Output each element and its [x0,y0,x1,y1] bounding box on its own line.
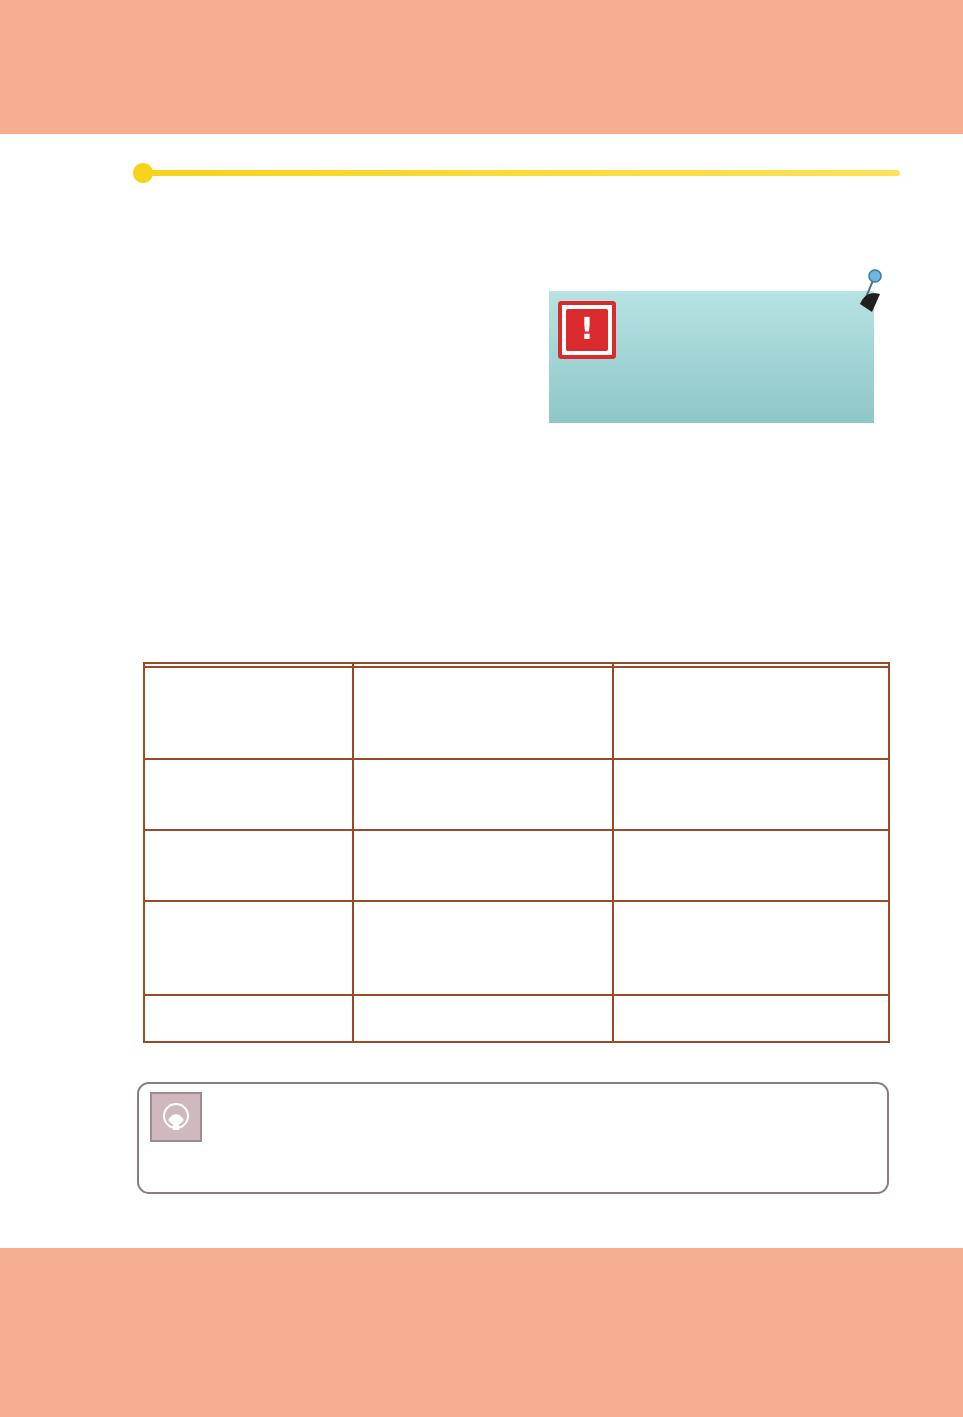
table-cell [353,667,612,759]
exclamation-icon: ! [558,301,616,359]
table-cell [613,830,889,901]
band-ornament-bottom [0,1248,963,1417]
quote-box [137,1082,889,1194]
table-row [144,667,889,759]
table-cell [144,901,353,995]
table-cell [613,667,889,759]
table-cell [613,901,889,995]
table-cell [144,667,353,759]
table-cell [144,830,353,901]
top-decorative-band [0,0,963,134]
table-row [144,759,889,830]
table-cell [144,759,353,830]
header-accent-line [140,170,900,176]
band-ornament [0,74,963,134]
table-row [144,901,889,995]
pushpin-icon [850,268,892,318]
table-row [144,830,889,901]
table-cell [353,995,612,1042]
table-cell [613,759,889,830]
table-cell [613,995,889,1042]
table-cell [353,759,612,830]
table-cell [353,830,612,901]
professions-table [143,662,890,1043]
table-row [144,995,889,1042]
table-cell [353,901,612,995]
table-cell [144,995,353,1042]
bottom-decorative-band [0,1248,963,1417]
quill-emblem-icon [150,1092,202,1142]
